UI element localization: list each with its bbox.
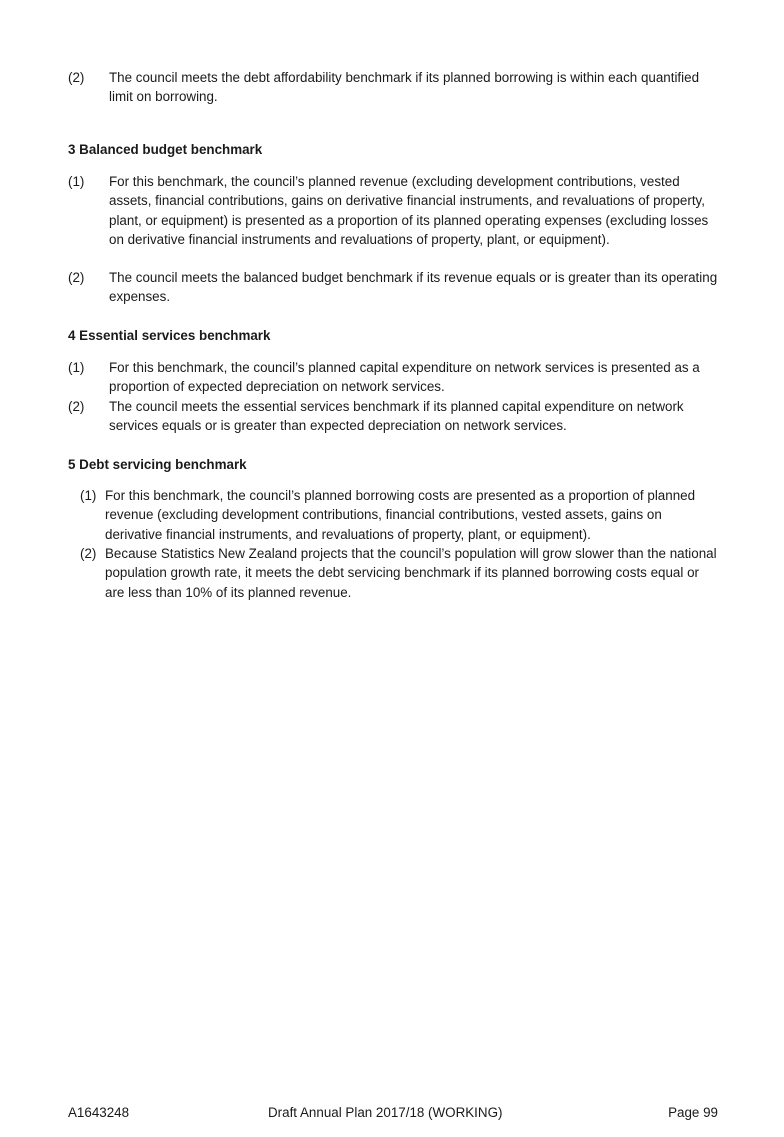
section-heading-balanced-budget: 3 Balanced budget benchmark [68, 142, 263, 157]
list-item [80, 544, 720, 602]
item-number: (1) [68, 360, 85, 375]
item-number: (1) [68, 174, 85, 189]
item-text: For this benchmark, the council’s planned revenue (excluding development contributions, vested assets, financial contributions, gains on derivative financial instruments, and revaluations of property, plant, or equipment) is presented as a proportion of its planned operating expenses (excluding losses on derivative financial instruments and revaluations of property, plant, or equipment). [109, 174, 709, 248]
footer-doc-id: A1643248 [68, 1105, 130, 1120]
list-item [68, 397, 718, 436]
item-number: (2) [68, 399, 85, 414]
list-item [80, 486, 720, 544]
item-number: (2) [68, 70, 85, 85]
footer-title: Draft Annual Plan 2017/18 (WORKING) [268, 1105, 503, 1120]
footer-page-number: Page 99 [668, 1105, 718, 1120]
item-number: (2) [68, 270, 85, 285]
list-item [68, 172, 718, 250]
list-item [68, 358, 718, 397]
item-text: For this benchmark, the council’s planned capital expenditure on network services is presented as a proportion of expected depreciation on network services. [109, 360, 700, 395]
item-text: The council meets the essential services benchmark if its planned capital expenditure on network services equals or is greater than expected depreciation on network services. [109, 399, 684, 434]
item-text: The council meets the debt affordability benchmark if its planned borrowing is within each quantified limit on borrowing. [109, 70, 700, 105]
section-heading-essential-services: 4 Essential services benchmark [68, 328, 271, 343]
list-item [68, 268, 718, 307]
item-text: Because Statistics New Zealand projects that the council’s population will grow slower than the national population growth rate, it meets the debt servicing benchmark if its planned borrowing costs equal or are less than 10% of its planned revenue. [105, 546, 717, 600]
item-number: (1) [80, 488, 97, 503]
list-item [68, 68, 718, 107]
section-heading-debt-servicing: 5 Debt servicing benchmark [68, 457, 247, 472]
item-number: (2) [80, 546, 97, 561]
item-text: For this benchmark, the council’s planned borrowing costs are presented as a proportion of planned revenue (excluding development contributions, financial contributions, vested assets, gains on derivative financial instruments, and revaluations of property, plant, or equipment). [105, 488, 696, 542]
item-text: The council meets the balanced budget benchmark if its revenue equals or is greater than its operating expenses. [109, 270, 718, 305]
